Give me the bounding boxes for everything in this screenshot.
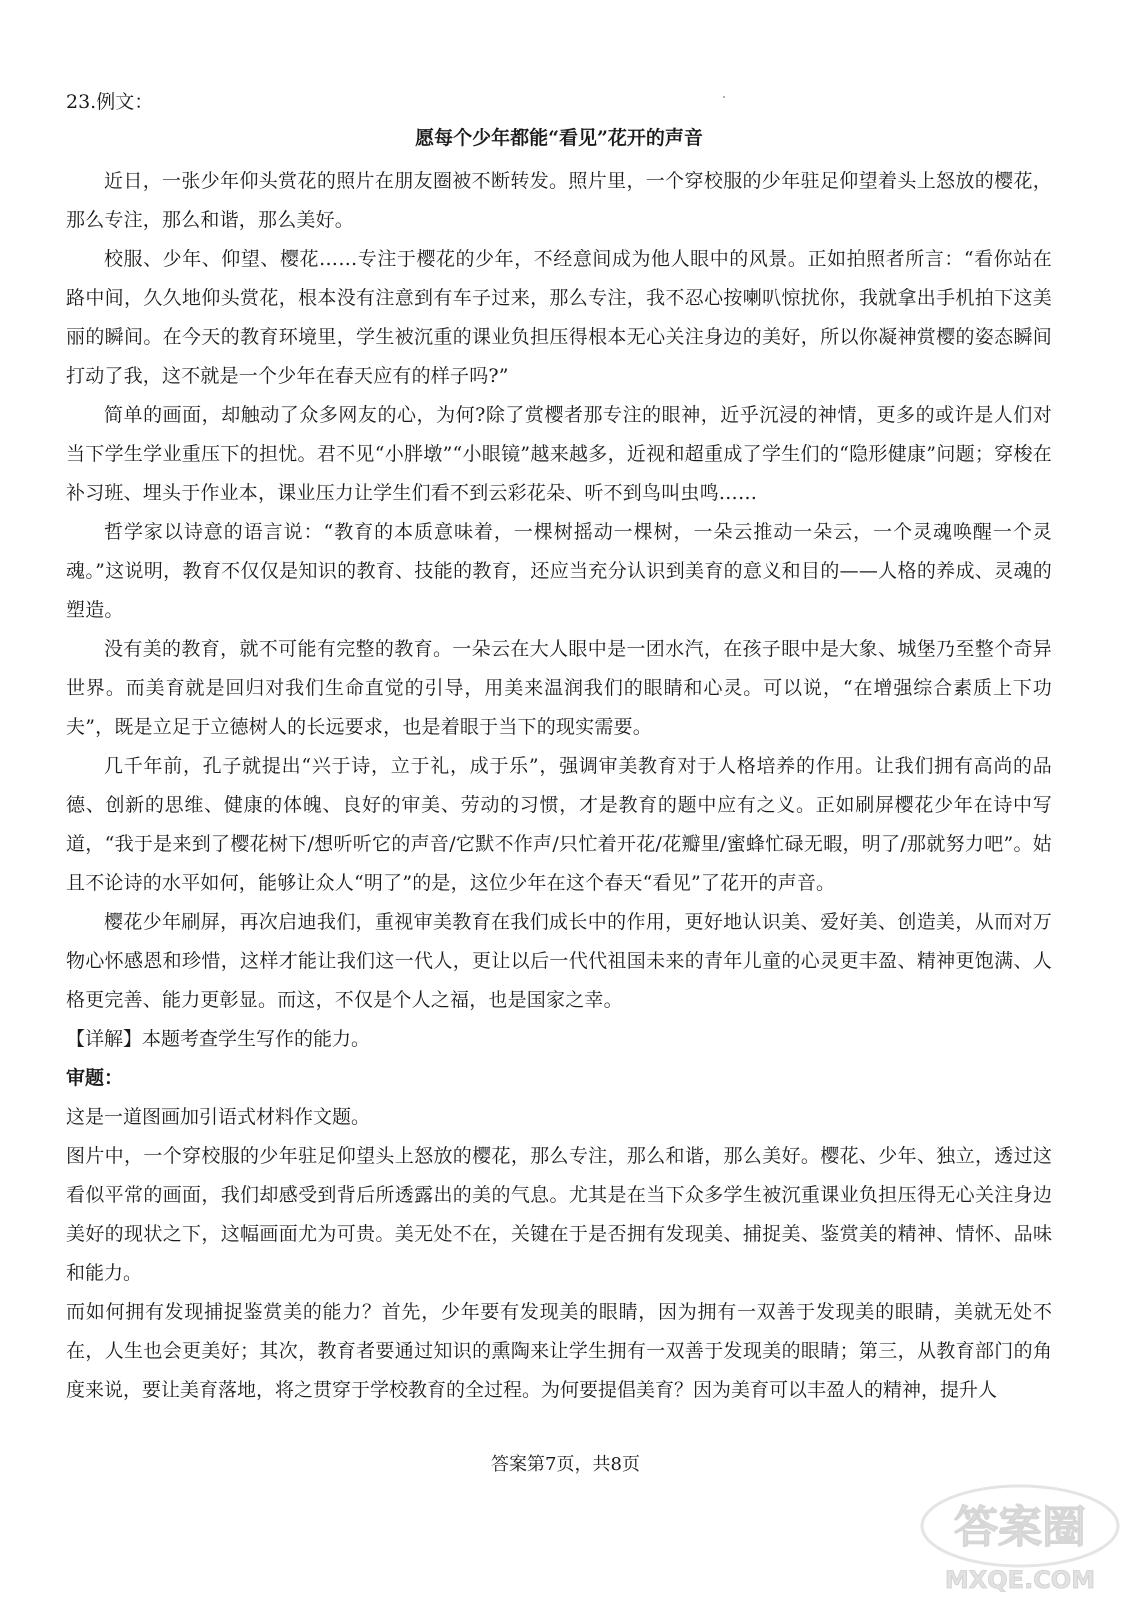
question-label: 23.例文： [66, 91, 154, 113]
essay-paragraph: 简单的画面，却触动了众多网友的心，为何?除了赏樱者那专注的眼神，近乎沉浸的神情，更多的或许是人们对当下学生学业重压下的担忧。君不见“小胖墩”“小眼镜”越来越多，近视和超重成了学生们的“隐形健康”问题；穿梭在补习班、埋头于作业本，课业压力让学生们看不到云彩花朵、听不到鸟叫虫鸣…… [66, 404, 1052, 504]
page-footer: 答案第7页，共8页 [491, 1454, 640, 1475]
review-heading: 审题： [66, 1067, 124, 1089]
review-body [66, 1098, 1052, 1410]
review-paragraph: 这是一道图画加引语式材料作文题。 [66, 1106, 371, 1128]
detail-line: 【详解】本题考查学生写作的能力。 [66, 1028, 371, 1050]
essay-paragraph: 哲学家以诗意的语言说：“教育的本质意味着，一棵树摇动一棵树，一朵云推动一朵云，一个灵魂唤醒一个灵魂。”这说明，教育不仅仅是知识的教育、技能的教育，还应当充分认识到美育的意义和目的——人格的养成、灵魂的塑造。 [66, 521, 1052, 621]
essay-body [66, 162, 1052, 1020]
review-paragraph: 图片中，一个穿校服的少年驻足仰望头上怒放的樱花，那么专注，那么和谐，那么美好。樱花、少年、独立，透过这看似平常的画面，我们却感受到背后所透露出的美的气息。尤其是在当下众多学生被沉重课业负担压得无心关注身边美好的现状之下，这幅画面尤为可贵。美无处不在，关键在于是否拥有发现美、捕捉美、鉴赏美的精神、情怀、品味和能力。 [66, 1145, 1052, 1284]
essay-paragraph: 樱花少年刷屏，再次启迪我们，重视审美教育在我们成长中的作用，更好地认识美、爱好美、创造美，从而对万物心怀感恩和珍惜，这样才能让我们这一代人，更让以后一代代祖国未来的青年儿童的心灵更丰盈、精神更饱满、人格更完善、能力更彰显。而这，不仅是个人之福，也是国家之幸。 [66, 911, 1052, 1011]
review-paragraph: 而如何拥有发现捕捉鉴赏美的能力？首先，少年要有发现美的眼睛，因为拥有一双善于发现美的眼睛，美就无处不在，人生也会更美好；其次，教育者要通过知识的熏陶来让学生拥有一双善于发现美的眼睛；第三，从教育部门的角度来说，要让美育落地，将之贯穿于学校教育的全过程。为何要提倡美育？因为美育可以丰盈人的精神，提升人 [66, 1301, 1052, 1401]
answer-content [66, 88, 1052, 1410]
essay-paragraph: 近日，一张少年仰头赏花的照片在朋友圈被不断转发。照片里，一个穿校服的少年驻足仰望着头上怒放的樱花，那么专注，那么和谐，那么美好。 [66, 170, 1052, 231]
watermark-bottom-text: MXQE.COM [944, 1566, 1096, 1594]
watermark-top-text: 答案圈 [954, 1502, 1086, 1553]
essay-paragraph: 几千年前，孔子就提出“兴于诗，立于礼，成于乐”，强调审美教育对于人格培养的作用。让我们拥有高尚的品德、创新的思维、健康的体魄、良好的审美、劳动的习惯，才是教育的题中应有之义。正如刷屏樱花少年在诗中写道，“我于是来到了樱花树下/想听听它的声音/它默不作声/只忙着开花/花瓣里/蜜蜂忙碌无暇，明了/那就努力吧”。姑且不论诗的水平如何，能够让众人“明了”的是，这位少年在这个春天“看见”了花开的声音。 [66, 755, 1052, 894]
essay-paragraph: 没有美的教育，就不可能有完整的教育。一朵云在大人眼中是一团水汽，在孩子眼中是大象、城堡乃至整个奇异世界。而美育就是回归对我们生命直觉的引导，用美来温润我们的眼睛和心灵。可以说，“在增强综合素质上下功夫”，既是立足于立德树人的长远要求，也是着眼于当下的现实需要。 [66, 638, 1052, 738]
essay-title: 愿每个少年都能“看见”花开的声音 [415, 127, 703, 149]
watermark-logo [915, 1478, 1125, 1596]
essay-paragraph: 校服、少年、仰望、樱花……专注于樱花的少年，不经意间成为他人眼中的风景。正如拍照者所言：“看你站在路中间，久久地仰头赏花，根本没有注意到有车子过来，那么专注，我不忍心按喇叭惊扰你，我就拿出手机拍下这美丽的瞬间。在今天的教育环境里，学生被沉重的课业负担压得根本无心关注身边的美好，所以你凝神赏樱的姿态瞬间打动了我，这不就是一个少年在春天应有的样子吗?” [66, 248, 1052, 387]
